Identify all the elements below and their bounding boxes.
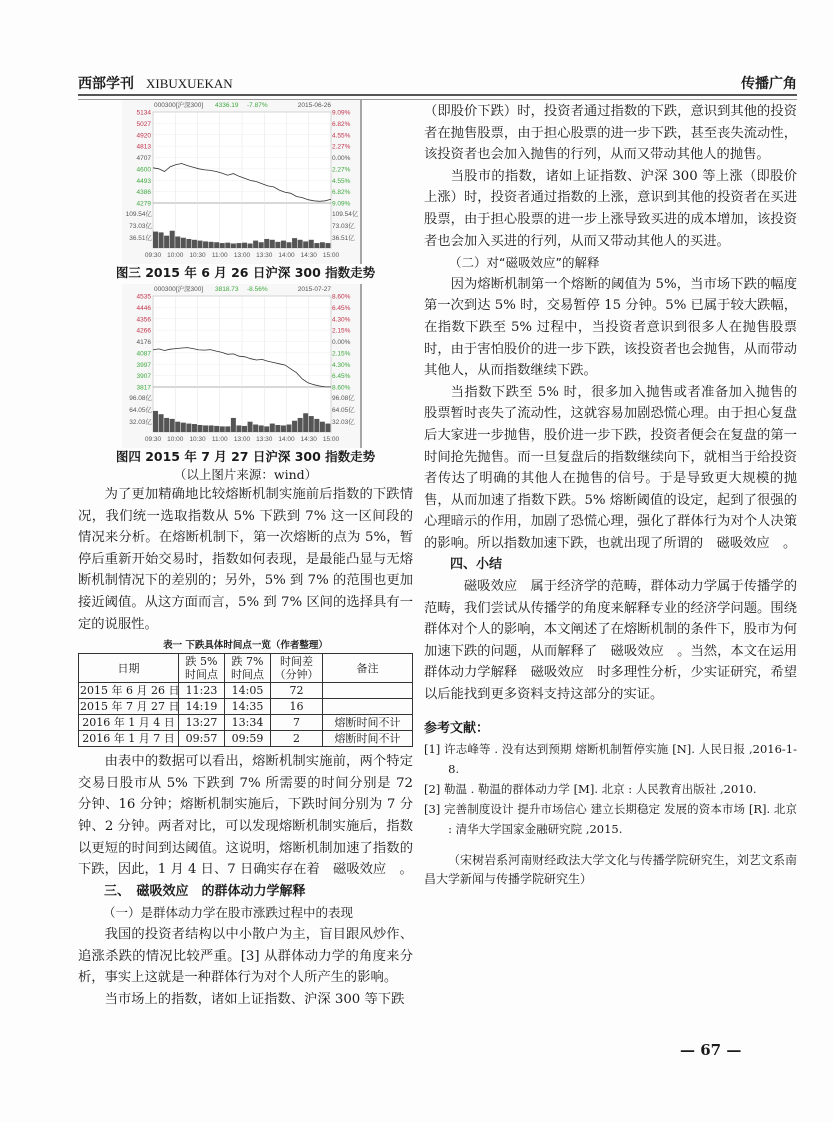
paragraph: 磁吸效应 属于经济学的范畴，群体动力学属于传播学的范畴，我们尝试从传播学的角度来解释专业的经济学问题。围绕群体对个人的影响，本文阐述了在熔断机制的条件下，股市为何加速下跌的问题，从而解释了 磁吸效应 。当然，本文在运用群体动力学解释 磁吸效应 时多理性分析，少实证研究，希望以后能找到更多资料支持这部分的实证。 — [424, 579, 797, 703]
volume-bar — [186, 239, 191, 248]
volume-tick-left: 109.54亿 — [125, 211, 152, 218]
y-tick-left: 3817 — [136, 384, 151, 392]
volume-tick-right: 96.08亿 — [332, 395, 355, 402]
reference-item: [3] 完善制度设计 提升市场信心 建立长期稳定 发展的资本市场 [R]. 北京 : 清华大学国家金融研究院 ,2015. — [424, 802, 797, 837]
x-tick: 14:30 — [300, 436, 317, 443]
subheading-2: （二）对“磁吸效应”的解释 — [449, 255, 600, 271]
y-tick-left: 4176 — [136, 339, 151, 346]
volume-bar — [159, 414, 164, 432]
table-cell: 2 — [271, 731, 323, 747]
paragraph: 为了更加精确地比较熔断机制实施前后指数的下跌情况，我们统一选取指数从 5% 下跌到 7% 这一区间段的情况来分析。在熔断机制下，第一次熔断的点为 5%，暂停后重新开始交易时，指数如何表现，是最能凸显与无熔断机制情况下的差别的；另外，5% 到 7% 的范围也更加接近阈值。从这方面而言，5% 到 7% 区间的选择具有一定的说服性。 — [78, 487, 413, 632]
y-tick-left: 4535 — [136, 293, 151, 301]
x-tick: 09:30 — [144, 252, 162, 259]
volume-bar — [264, 426, 269, 432]
y-tick-left: 4266 — [136, 327, 151, 335]
table-cell: 2016 年 1 月 4 日 — [79, 715, 179, 731]
y-tick-left: 4386 — [136, 189, 151, 197]
y-tick-right: 2.27% — [332, 166, 351, 174]
volume-tick-left: 73.03亿 — [129, 223, 152, 230]
y-tick-left: 4920 — [136, 132, 151, 140]
figure-4-chart — [122, 284, 362, 448]
volume-bar — [192, 240, 197, 248]
table-row — [79, 715, 413, 731]
x-tick: 09:30 — [144, 436, 162, 443]
x-tick: 15:00 — [322, 436, 340, 443]
paragraph: 当市场上的指数，诸如上证指数、沪深 300 等下跌 — [104, 991, 405, 1007]
y-tick-left: 4493 — [136, 177, 151, 185]
y-tick-left: 4813 — [136, 143, 151, 151]
y-tick-left: 3997 — [136, 361, 151, 369]
volume-bar — [314, 419, 319, 432]
volume-bar — [259, 425, 264, 432]
volume-bar — [209, 242, 214, 248]
page-number: — 67 — — [680, 1041, 742, 1059]
volume-bar — [270, 240, 275, 248]
th-diff: 时间差（分钟） — [271, 654, 323, 683]
y-tick-right: 4.30% — [332, 316, 351, 324]
volume-bar — [181, 423, 186, 432]
table-cell: 09:57 — [179, 731, 225, 747]
reference-item: [1] 许志峰等 . 没有达到预期 熔断机制暂停实施 [N]. 人民日报 ,2016-1-8. — [424, 742, 797, 777]
y-tick-right: 8.60% — [332, 384, 351, 392]
chart-code: 000300[沪深300] — [154, 286, 204, 293]
journal-title — [78, 73, 233, 93]
y-tick-right: 2.27% — [332, 143, 351, 151]
volume-bar — [309, 240, 314, 248]
volume-bar — [325, 424, 330, 432]
x-tick: 13:00 — [233, 252, 251, 259]
volume-bar — [231, 243, 236, 248]
volume-bar — [198, 425, 203, 432]
section-name: 传播广角 — [741, 76, 797, 92]
volume-bar — [214, 242, 219, 248]
volume-bar — [287, 242, 292, 248]
volume-bar — [259, 242, 264, 248]
author-note: （宋树岩系河南财经政法大学文化与传播学院研究生，刘艺文系南昌大学新闻与传播学院研究生） — [424, 853, 797, 887]
y-tick-right: 2.15% — [332, 350, 351, 358]
volume-tick-left: 96.08亿 — [129, 395, 152, 402]
th-note: 备注 — [323, 654, 413, 683]
y-tick-left: 4446 — [136, 304, 151, 312]
chart-change: -7.87% — [247, 102, 268, 109]
table-cell — [323, 683, 413, 699]
figure-source: （以上图片来源：wind） — [173, 467, 318, 482]
volume-bar — [292, 238, 297, 248]
volume-bar — [198, 241, 203, 248]
paragraph: 我国的投资者结构以中小散户为主，盲目跟风炒作、追涨杀跌的情况比较严重。[3] 从群体动力学的角度来分析，事实上这就是一种群体行为对个人所产生的影响。 — [78, 926, 413, 986]
volume-bar — [231, 418, 236, 432]
paragraph: 由表中的数据可以看出，熔断机制实施前，两个特定交易日股市从 5% 下跌到 7% 所需要的时间分别是 72 分钟、16 分钟；熔断机制实施后，下跌时间分别为 7 分钟、2 分钟。两者对比，可以发现熔断机制实施后，指数以更短的时间到达阈值。这说明，熔断机制加速了指数的下跌，因此，1 月 4 日、7 日确实存在着 磁吸效应 。 — [78, 754, 413, 878]
y-tick-left: 4356 — [136, 316, 151, 324]
volume-bar — [281, 425, 286, 432]
volume-bar — [309, 416, 314, 432]
subheading-1: （一）是群体动力学在股市涨跌过程中的表现 — [103, 905, 354, 921]
volume-bar — [175, 236, 180, 248]
th-7pct: 跌 7% 时间点 — [225, 654, 271, 683]
y-tick-right: 4.55% — [332, 132, 351, 140]
table-cell: 7 — [271, 715, 323, 731]
table-row — [79, 699, 413, 715]
volume-bar — [281, 241, 286, 248]
y-tick-right: 6.82% — [332, 120, 351, 128]
figure-3-chart — [122, 100, 362, 264]
table-cell: 14:05 — [225, 683, 271, 699]
y-tick-right: 9.09% — [332, 200, 351, 208]
table-cell: 2015 年 7 月 27 日 — [80, 700, 180, 714]
volume-bar — [292, 421, 297, 432]
y-tick-left: 5134 — [136, 109, 151, 117]
volume-bar — [203, 425, 208, 432]
table-header-row — [79, 654, 413, 683]
table-cell: 16 — [271, 699, 323, 715]
x-tick: 11:00 — [211, 252, 228, 259]
journal-name-cn: 西部学刊 — [78, 76, 134, 92]
volume-bar — [303, 413, 308, 432]
volume-bar — [236, 243, 241, 248]
section-heading-4: 四、小结 — [450, 557, 503, 573]
data-table — [78, 653, 413, 747]
volume-bar — [298, 240, 303, 248]
volume-bar — [275, 242, 280, 248]
y-tick-right: 6.45% — [332, 304, 351, 312]
volume-tick-left: 32.03亿 — [129, 419, 152, 426]
volume-bar — [153, 232, 158, 248]
x-tick: 14:30 — [300, 252, 317, 259]
y-tick-right: 4.30% — [332, 361, 351, 369]
chart-price: 4336.19 — [215, 102, 239, 109]
table-row — [79, 683, 413, 699]
table-cell: 14:19 — [179, 699, 225, 715]
th-5pct: 跌 5% 时间点 — [179, 654, 225, 683]
volume-bar — [220, 426, 225, 432]
y-tick-left: 4707 — [136, 155, 151, 162]
volume-bar — [164, 236, 169, 248]
x-tick: 10:00 — [167, 252, 184, 259]
x-tick: 10:30 — [189, 252, 206, 259]
table-cell: 熔断时间不计 — [323, 715, 413, 731]
volume-bar — [181, 238, 186, 248]
left-column — [78, 100, 413, 1010]
volume-bar — [325, 243, 330, 248]
x-tick: 15:00 — [322, 252, 340, 259]
paragraph: 当指数下跌至 5% 时，很多加入抛售或者准备加入抛售的股票暂时丧失了流动性，这就容易加剧恐慌心理。由于担心复盘后大家进一步抛售，股价进一步下跌，投资者便会在复盘的第一时间抢先抛售。而一旦复盘后的指数继续向下，就相当于给投资者传达了明确的其他人在抛售的信号。于是导致更大规模的抛售，从而加速了指数下跌。5% 熔断阈值的设定，起到了很强的心理暗示的作用，加剧了恐慌心理，强化了群体行为对个人决策的影响。所以指数加速下跌，也就出现了所谓的 磁吸效应 。 — [424, 384, 797, 551]
volume-bar — [170, 231, 175, 248]
y-tick-left: 4279 — [136, 200, 151, 208]
table-cell: 熔断时间不计 — [323, 731, 413, 747]
table-cell: 2016 年 1 月 7 日 — [79, 731, 179, 747]
volume-bar — [253, 241, 258, 248]
chart-price: 3818.73 — [215, 286, 239, 293]
figure-3-caption: 图三 2015 年 6 月 26 日沪深 300 指数走势 — [115, 265, 376, 280]
table-cell: 14:35 — [225, 699, 271, 715]
paragraph: 因为熔断机制第一个熔断的阈值为 5%，当市场下跌的幅度第一次到达 5% 时，交易暂停 15 分钟。5% 已属于较大跌幅，在指数下跌至 5% 过程中，当投资者意识到很多人在抛售股票时，由于害怕股价的进一步下跌，该投资者也会抛售，从而带动其他人，从而指数继续下跌。 — [424, 276, 797, 379]
volume-bar — [220, 243, 225, 248]
table-cell: 11:23 — [179, 683, 225, 699]
chart-change: -8.56% — [247, 286, 268, 293]
x-tick: 13:30 — [256, 252, 273, 259]
references-list — [424, 739, 797, 839]
x-tick: 13:30 — [256, 436, 273, 443]
volume-bar — [287, 425, 292, 432]
volume-bar — [214, 426, 219, 432]
volume-bar — [320, 422, 325, 432]
table-caption: 表一 下跌具体时间点一览（作者整理） — [163, 640, 328, 652]
table-cell: 2015 年 6 月 26 日 — [80, 684, 180, 698]
volume-bar — [264, 239, 269, 248]
volume-bar — [236, 425, 241, 432]
volume-bar — [175, 422, 180, 432]
volume-bar — [275, 425, 280, 432]
y-tick-right: 6.82% — [332, 189, 351, 197]
figure-4-caption: 图四 2015 年 7 月 27 日沪深 300 指数走势 — [115, 449, 376, 464]
volume-bar — [159, 232, 164, 248]
volume-tick-right: 36.51亿 — [332, 235, 355, 242]
volume-bar — [186, 424, 191, 432]
y-tick-right: 2.15% — [332, 327, 351, 335]
table-cell: 09:59 — [225, 731, 271, 747]
journal-name-en: XIBUXUEKAN — [146, 76, 233, 91]
table-cell: 13:27 — [179, 715, 225, 731]
volume-bar — [253, 425, 258, 432]
chart-code: 000300[沪深300] — [154, 102, 204, 109]
volume-bar — [248, 243, 253, 248]
references-title: 参考文献： — [424, 720, 490, 736]
x-tick: 10:30 — [189, 436, 206, 443]
volume-bar — [170, 419, 175, 432]
chart-date: 2015-06-26 — [297, 102, 331, 109]
volume-bar — [303, 241, 308, 248]
x-tick: 13:00 — [233, 436, 251, 443]
y-tick-right: 4.55% — [332, 177, 351, 185]
table-cell — [323, 699, 413, 715]
right-column — [424, 101, 797, 889]
y-tick-left: 4600 — [136, 166, 151, 174]
volume-bar — [192, 424, 197, 432]
y-tick-left: 3907 — [136, 373, 151, 381]
volume-bar — [209, 425, 214, 432]
volume-bar — [242, 243, 247, 248]
y-tick-left: 4087 — [136, 350, 151, 358]
table-cell: 13:34 — [225, 715, 271, 731]
volume-tick-right: 73.03亿 — [332, 223, 355, 230]
x-tick: 10:00 — [167, 436, 184, 443]
table-cell: 72 — [271, 683, 323, 699]
y-tick-right: 8.60% — [332, 293, 351, 301]
volume-bar — [225, 426, 230, 432]
volume-tick-right: 32.03亿 — [332, 419, 355, 426]
y-tick-left: 5027 — [136, 120, 151, 128]
volume-bar — [164, 418, 169, 432]
volume-tick-right: 109.54亿 — [332, 211, 359, 218]
th-date: 日期 — [79, 654, 179, 683]
x-tick: 11:00 — [211, 436, 228, 443]
volume-bar — [320, 242, 325, 248]
y-tick-right: 0.00% — [332, 155, 351, 162]
volume-bar — [248, 422, 253, 432]
paragraph: 当股市的指数，诸如上证指数、沪深 300 等上涨（即股价上涨）时，投资者通过指数的上涨，意识到其他的投资者在买进股票，由于担心股票的进一步上涨导致买进的成本增加，该投资者也会加入买进的行列，从而又带动其他人的买进。 — [424, 168, 797, 249]
volume-tick-right: 64.05亿 — [332, 407, 355, 414]
y-tick-right: 6.45% — [332, 373, 351, 381]
volume-tick-left: 36.51亿 — [129, 235, 152, 242]
volume-bar — [314, 243, 319, 248]
table-row — [79, 731, 413, 747]
y-tick-right: 9.09% — [332, 109, 351, 117]
volume-bar — [242, 426, 247, 432]
reference-item: [2] 勒温 . 勒温的群体动力学 [M]. 北京 : 人民教育出版社 ,2010. — [424, 782, 757, 797]
volume-bar — [298, 418, 303, 432]
section-heading-3: 三、 磁吸效应 的群体动力学解释 — [104, 883, 306, 899]
x-tick: 14:00 — [278, 252, 295, 259]
x-tick: 14:00 — [278, 436, 295, 443]
chart-date: 2015-07-27 — [297, 286, 331, 293]
volume-bar — [203, 241, 208, 248]
volume-bar — [225, 243, 230, 248]
y-tick-right: 0.00% — [332, 339, 351, 346]
paragraph: （即股价下跌）时，投资者通过指数的下跌，意识到其他的投资者在抛售股票，由于担心股票的进一步下跌，甚至丧失流动性，该投资者也会加入抛售的行列，从而又带动其他人的抛售。 — [424, 104, 797, 163]
volume-tick-left: 64.05亿 — [129, 407, 152, 414]
volume-bar — [270, 424, 275, 432]
volume-bar — [153, 411, 158, 432]
